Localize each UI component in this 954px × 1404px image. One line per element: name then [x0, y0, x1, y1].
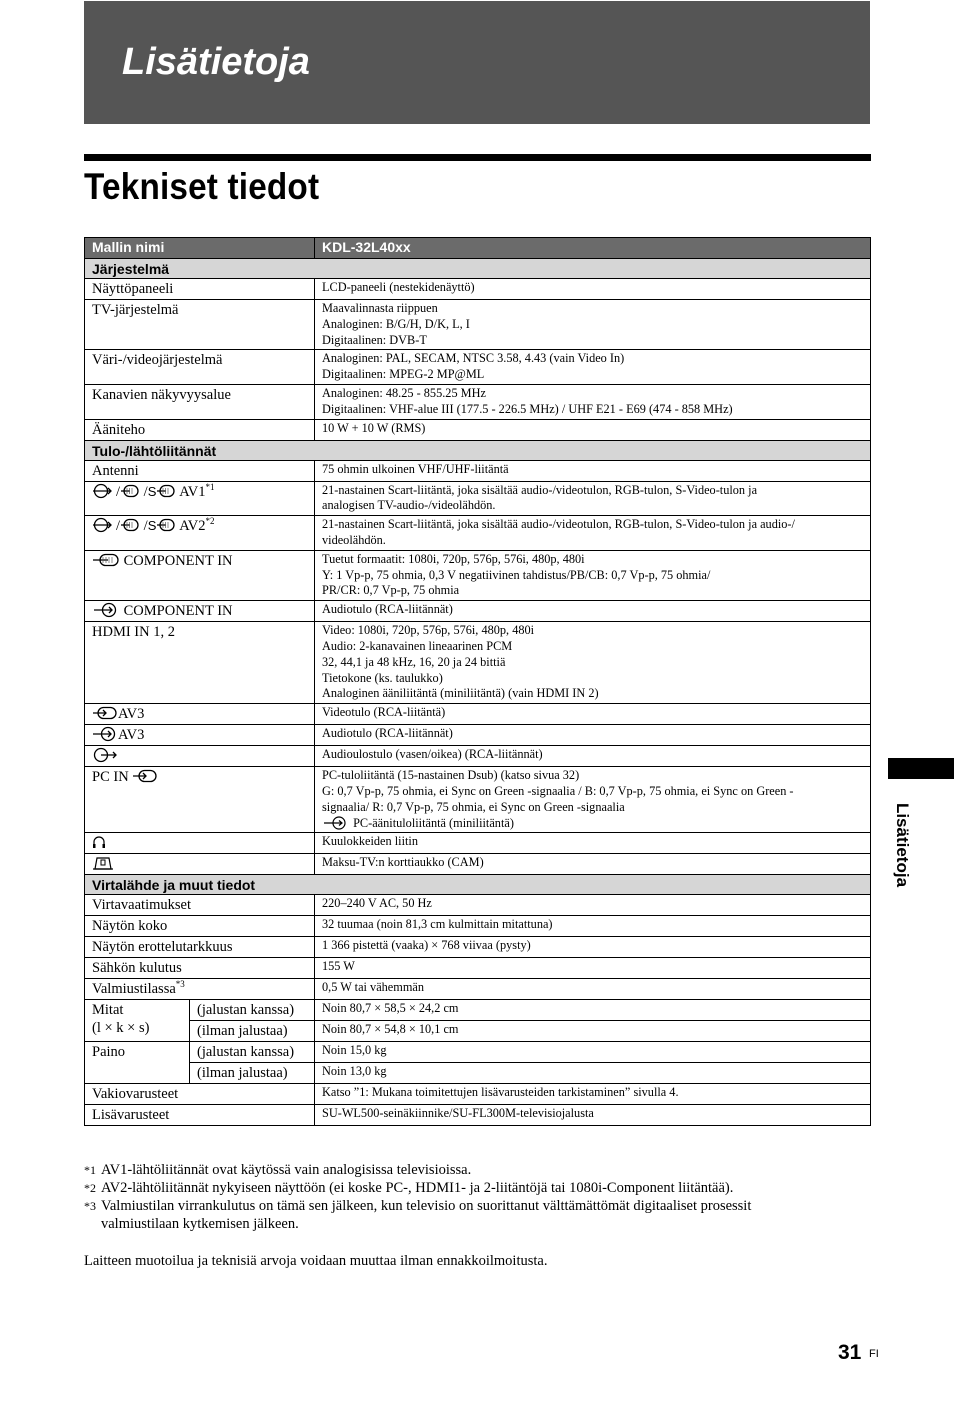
page-language: FI — [869, 1348, 879, 1360]
table-row — [85, 1042, 871, 1063]
page-title: Tekniset tiedot — [84, 166, 320, 207]
table-row — [85, 279, 871, 300]
headphones-icon — [92, 835, 106, 850]
footnote: *3 Valmiustilan virrankulutus on tämä sen jälkeen, kun televisio on suorittanut välttämättömät digitaaliset prosessit valmiustilaan kytkemisen jälkeen. — [84, 1198, 752, 1232]
audio-input-icon — [92, 602, 120, 618]
cam-slot-icon — [92, 855, 114, 871]
row-value: LCD-paneeli (nestekidenäyttö) — [315, 279, 871, 300]
table-row — [85, 516, 871, 551]
row-value: Noin 80,7 × 58,5 × 24,2 cm — [315, 1000, 871, 1021]
table-row — [85, 350, 871, 385]
spec-table — [84, 237, 871, 1126]
row-label: Väri-/videojärjestelmä — [85, 350, 315, 385]
row-label: Paino — [85, 1042, 190, 1084]
row-label: Sähkön kulutus — [85, 958, 315, 979]
row-label: Virtavaatimukset — [85, 895, 315, 916]
table-row — [85, 550, 871, 600]
section-power: Virtalähde ja muut tiedot — [85, 875, 871, 895]
table-row — [85, 704, 871, 725]
video-input-icon — [92, 705, 118, 721]
audio-input-icon — [322, 816, 350, 830]
row-label: HDMI IN 1, 2 — [85, 622, 315, 704]
value-line: Video: 1080i, 720p, 576p, 576i, 480p, 480i — [322, 623, 535, 638]
row-label: / /S AV2$^{*2}$ — [85, 516, 315, 551]
table-row — [85, 384, 871, 419]
disclaimer: Laitteen muotoilua ja teknisiä arvoja voidaan muuttaa ilman ennakkoilmoitusta. — [84, 1253, 548, 1269]
table-row — [85, 767, 871, 833]
row-value: Audioulostulo (vasen/oikea) (RCA-liitännät) — [315, 746, 871, 767]
chapter-banner — [84, 1, 870, 124]
table-row — [85, 622, 871, 704]
value-line: Analoginen: B/G/H, D/K, L, I — [322, 316, 470, 331]
table-row — [85, 958, 871, 979]
row-value: Videotulo (RCA-liitäntä) — [315, 704, 871, 725]
table-row — [85, 854, 871, 875]
value-line: Analoginen ääniliitäntä (miniliitäntä) (vain HDMI IN 2) — [322, 686, 599, 701]
row-label: Antenni — [85, 460, 315, 481]
audio-output-icon — [92, 747, 118, 763]
footnote: *1 AV1-lähtöliitännät ovat käytössä vain analogisissa televisioissa. — [84, 1162, 472, 1178]
input-output-icon — [92, 483, 116, 499]
table-row — [85, 481, 871, 516]
row-value: 75 ohmin ulkoinen VHF/UHF-liitäntä — [315, 460, 871, 481]
value-line: G: 0,7 Vp-p, 75 ohmia, ei Sync on Green -signaalia / B: 0,7 Vp-p, 75 ohmia, ei Sync on Green - — [322, 783, 794, 798]
value-line: signaalia/ R: 0,7 Vp-p, 75 ohmia, ei Sync on Green -signaalia — [322, 799, 625, 814]
table-header-row — [85, 238, 871, 259]
row-label: Lisävarusteet — [85, 1105, 315, 1126]
row-label: Näytön erottelutarkkuus — [85, 937, 315, 958]
row-sublabel: (jalustan kanssa) — [190, 1042, 315, 1063]
value-line: analogisen TV-audio-/videolähdön. — [322, 498, 496, 513]
row-value — [315, 622, 871, 704]
row-label: Näytön koko — [85, 916, 315, 937]
s-video-icon — [156, 517, 176, 533]
audio-input-icon — [92, 726, 118, 742]
side-tab-label: Lisätietoja — [893, 802, 912, 888]
value-line: Digitaalinen: VHF-alue III (177.5 - 226.5 MHz) / UHF E21 - E69 (474 - 858 MHz) — [322, 401, 733, 416]
footnote-ref: *3 — [175, 979, 185, 990]
row-value: Katso ”1: Mukana toimitettujen lisävarusteiden tarkistaminen” sivulla 4. — [315, 1084, 871, 1105]
row-sublabel: (ilman jalustaa) — [190, 1063, 315, 1084]
row-label: Kanavien näkyvyysalue — [85, 384, 315, 419]
row-value: Noin 80,7 × 54,8 × 10,1 cm — [315, 1021, 871, 1042]
model-name-header: Mallin nimi — [85, 238, 315, 259]
value-line: Digitaalinen: MPEG-2 MP@ML — [322, 367, 485, 382]
value-line: Analoginen: PAL, SECAM, NTSC 3.58, 4.43 (vain Video In) — [322, 351, 625, 366]
table-row — [85, 916, 871, 937]
row-value: Kuulokkeiden liitin — [315, 833, 871, 854]
row-value — [315, 350, 871, 385]
row-label — [85, 854, 315, 875]
value-line: Digitaalinen: DVB-T — [322, 332, 427, 347]
av1-label: AV1 — [179, 483, 206, 500]
value-line: Maavalinnasta riippuen — [322, 301, 438, 315]
row-label: Ääniteho — [85, 419, 315, 440]
table-row — [85, 1084, 871, 1105]
table-row — [85, 1105, 871, 1126]
table-row — [85, 460, 871, 481]
row-value: SU-WL500-seinäkiinnike/SU-FL300M-televisiojalusta — [315, 1105, 871, 1126]
model-number-header: KDL-32L40xx — [315, 238, 871, 259]
table-row — [85, 746, 871, 767]
row-label: PC IN — [85, 767, 315, 833]
table-row — [85, 419, 871, 440]
row-label: AV3 — [85, 725, 315, 746]
page-number: 31 — [838, 1341, 862, 1364]
value-line: PC-äänituloliitäntä (miniliitäntä) — [322, 816, 864, 832]
row-value — [315, 516, 871, 551]
table-row — [85, 833, 871, 854]
row-value — [315, 767, 871, 833]
row-value: 0,5 W tai vähemmän — [315, 979, 871, 1000]
table-row — [85, 979, 871, 1000]
row-value: Audiotulo (RCA-liitännät) — [315, 601, 871, 622]
table-row — [85, 1021, 871, 1042]
section-row — [85, 259, 871, 279]
video-icon — [120, 483, 140, 499]
value-line: PR/CR: 0,7 Vp-p, 75 ohmia — [322, 583, 460, 598]
input-output-icon — [92, 517, 116, 533]
row-label: / /S AV1$^{*1}$ — [85, 481, 315, 516]
row-value — [315, 384, 871, 419]
row-value: 32 tuumaa (noin 81,3 cm kulmittain mitattuna) — [315, 916, 871, 937]
value-line: Tietokone (ks. taulukko) — [322, 670, 443, 685]
row-value — [315, 481, 871, 516]
s-video-icon — [156, 483, 176, 499]
table-row — [85, 1000, 871, 1021]
value-line: 21-nastainen Scart-liitäntä, joka sisältää audio-/videotulon, RGB-tulon, S-Video-tulon ja audio-/ — [322, 517, 795, 532]
pc-input-icon — [132, 768, 158, 784]
row-label: Näyttöpaneeli — [85, 279, 315, 300]
title-rule — [84, 154, 871, 161]
table-row — [85, 300, 871, 350]
row-label — [85, 833, 315, 854]
row-label: AV3 — [85, 704, 315, 725]
row-label: Vakiovarusteet — [85, 1084, 315, 1105]
section-row — [85, 440, 871, 460]
row-value — [315, 550, 871, 600]
row-value: Audiotulo (RCA-liitännät) — [315, 725, 871, 746]
row-label: Valmiustilassa$^{*3}$ — [85, 979, 315, 1000]
row-value: Noin 13,0 kg — [315, 1063, 871, 1084]
row-label: TV-järjestelmä — [85, 300, 315, 350]
video-icon — [120, 517, 140, 533]
value-line: 32, 44,1 ja 48 kHz, 16, 20 ja 24 bittiä — [322, 654, 506, 669]
row-label: COMPONENT IN — [85, 601, 315, 622]
table-row — [85, 895, 871, 916]
av2-label: AV2 — [179, 518, 206, 535]
table-row — [85, 937, 871, 958]
value-line: PC-tuloliitäntä (15-nastainen Dsub) (katso sivua 32) — [322, 768, 580, 783]
table-row — [85, 601, 871, 622]
row-label: COMPONENT IN — [85, 550, 315, 600]
row-value: 1 366 pistettä (vaaka) × 768 viivaa (pysty) — [315, 937, 871, 958]
row-value: 10 W + 10 W (RMS) — [315, 419, 871, 440]
footnote: *2 AV2-lähtöliitännät nykyiseen näyttöön (ei koske PC-, HDMI1- ja 2-liitäntöjä tai 1080i-Component liitäntää). — [84, 1180, 734, 1196]
row-value: 155 W — [315, 958, 871, 979]
section-row — [85, 875, 871, 895]
chapter-title: Lisätietoja — [122, 41, 310, 83]
video-input-icon — [92, 552, 120, 568]
row-value: 220–240 V AC, 50 Hz — [315, 895, 871, 916]
value-line: videolähdön. — [322, 532, 386, 547]
value-line: 21-nastainen Scart-liitäntä, joka sisältää audio-/videotulon, RGB-tulon, S-Video-tulon ja — [322, 482, 758, 497]
row-label: Mitat (l × k × s) — [85, 1000, 190, 1042]
section-system: Järjestelmä — [85, 259, 871, 279]
row-label — [85, 746, 315, 767]
value-line: Audio: 2-kanavainen lineaarinen PCM — [322, 638, 513, 653]
section-io: Tulo-/lähtöliitännät — [85, 440, 871, 460]
footnote-ref: *2 — [205, 516, 215, 527]
row-value: Noin 15,0 kg — [315, 1042, 871, 1063]
row-value: Maksu-TV:n korttiaukko (CAM) — [315, 854, 871, 875]
row-sublabel: (jalustan kanssa) — [190, 1000, 315, 1021]
value-line: Y: 1 Vp-p, 75 ohmia, 0,3 V negatiivinen tahdistus/PB/CB: 0,7 Vp-p, 75 ohmia/ — [322, 567, 711, 582]
value-line: Tuetut formaatit: 1080i, 720p, 576p, 576i, 480p, 480i — [322, 551, 585, 566]
value-line: Analoginen: 48.25 - 855.25 MHz — [322, 385, 486, 400]
side-tab-marker — [888, 758, 954, 779]
table-row — [85, 725, 871, 746]
footnote-ref: *1 — [205, 481, 215, 492]
row-value — [315, 300, 871, 350]
table-row — [85, 1063, 871, 1084]
row-sublabel: (ilman jalustaa) — [190, 1021, 315, 1042]
